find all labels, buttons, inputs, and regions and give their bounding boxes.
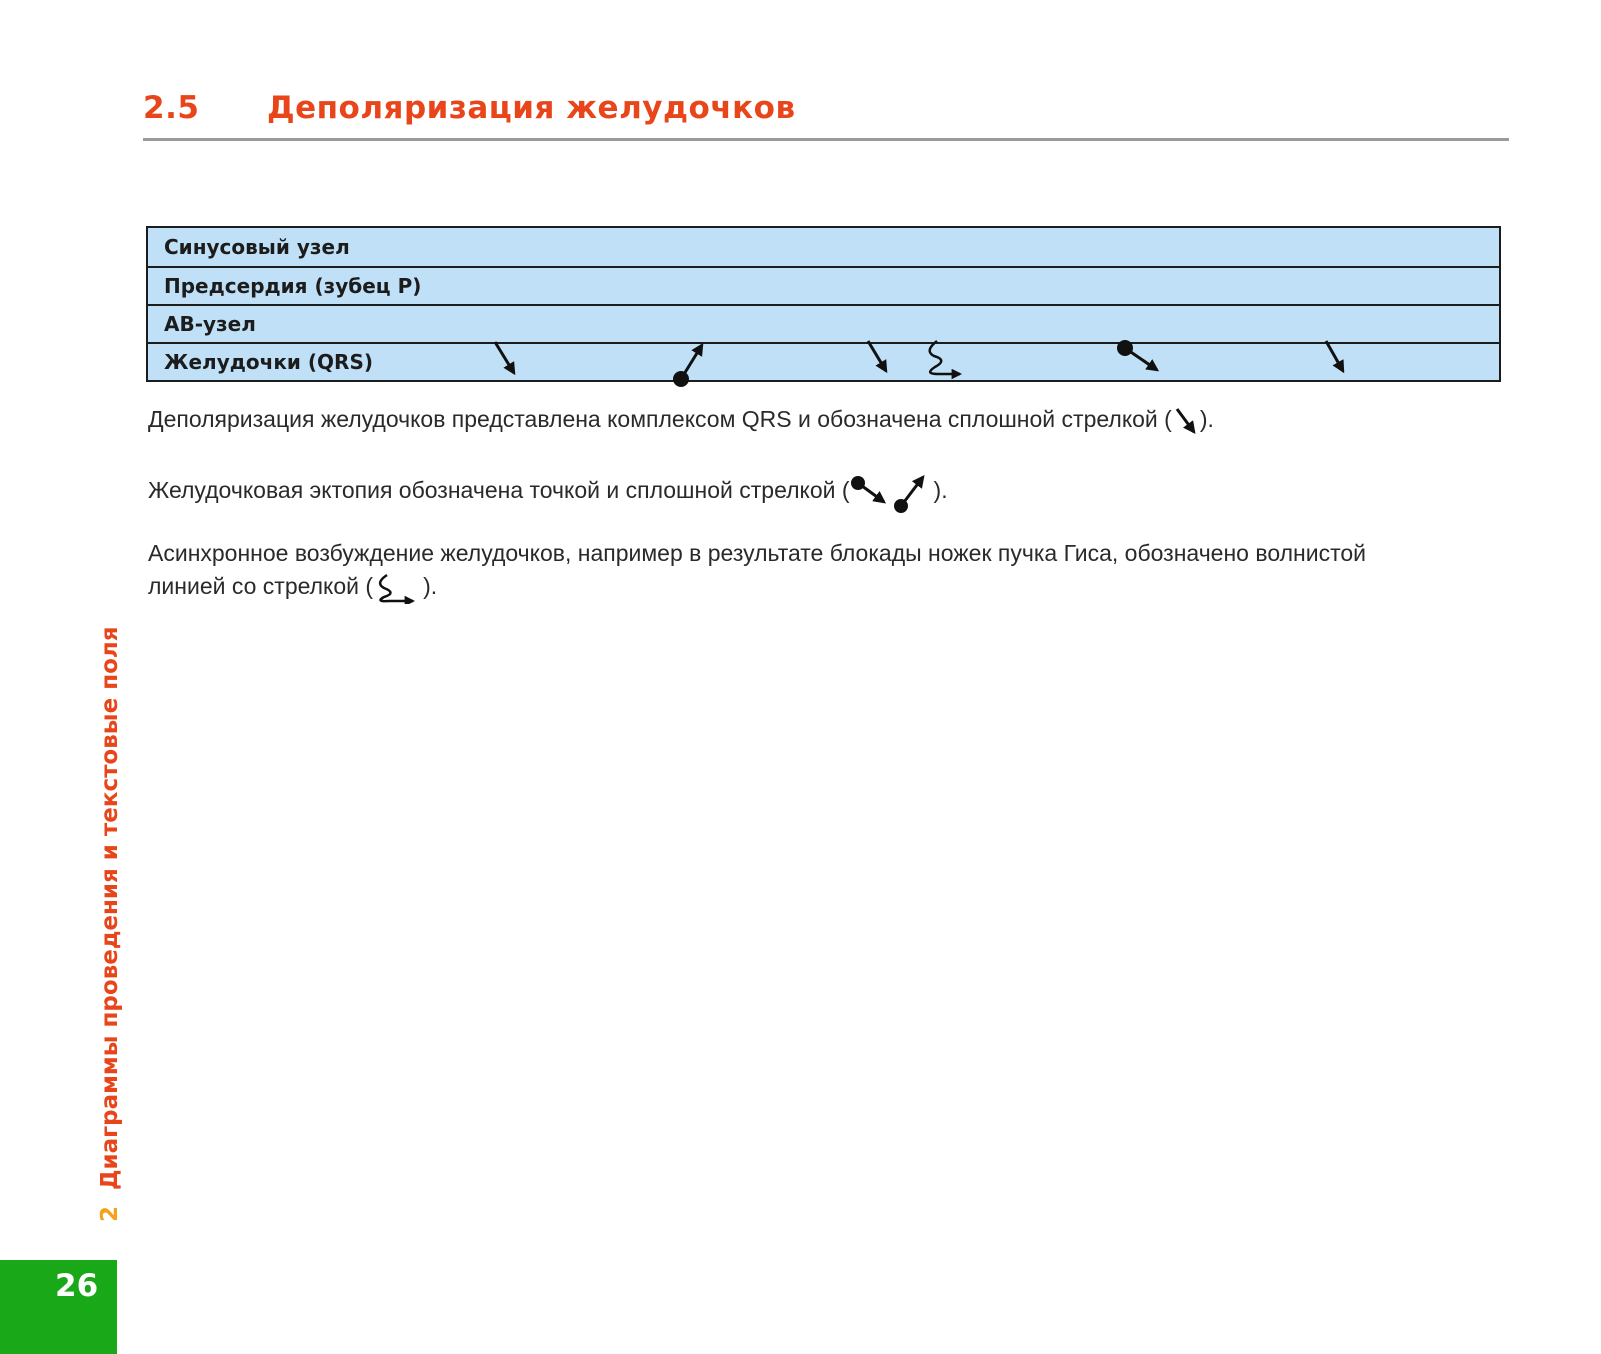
- arrow-down-right-icon: [495, 342, 514, 373]
- paragraph-text-end: ).: [1199, 406, 1214, 432]
- paragraph-text: Асинхронное возбуждение желудочков, например в результате блокады ножек пучка Гиса, обозначено волнистой линией со стрелкой (: [148, 540, 1366, 599]
- arrow-down-right-icon: [1326, 341, 1343, 371]
- ventricle-symbols: [148, 228, 1503, 398]
- ladder-row-label: Предсердия (зубец P): [164, 274, 422, 298]
- chapter-title: Диаграммы проведения и текстовые поля: [97, 626, 123, 1190]
- wavy-arrow-icon: [373, 572, 423, 604]
- arrow-down-right-icon: [868, 341, 886, 371]
- wavy-arrow-icon: [930, 341, 960, 374]
- section-number: 2.5: [143, 90, 200, 126]
- header-rule: [143, 138, 1509, 141]
- paragraph-text: Желудочковая эктопия обозначена точкой и сплошной стрелкой (: [148, 477, 850, 504]
- ladder-diagram: [146, 226, 1501, 382]
- dot-arrow-down-right-icon: [1117, 340, 1157, 370]
- ladder-row-label: АВ-узел: [164, 312, 256, 336]
- page-number: 26: [55, 1268, 99, 1304]
- section-header: [143, 90, 1509, 142]
- chapter-label: [97, 626, 123, 1222]
- dot-arrow-down-right-icon: [850, 475, 892, 509]
- paragraph-depolarization: [148, 403, 1214, 436]
- dot-arrow-up-right-icon: [673, 345, 702, 387]
- dot-arrow-up-right-icon: [892, 470, 934, 514]
- chapter-number: 2: [97, 1205, 123, 1222]
- paragraph-asynchronous: [148, 537, 1448, 604]
- paragraph-text-end: ).: [423, 573, 438, 599]
- ladder-row-label: Желудочки (QRS): [164, 350, 373, 374]
- arrow-down-right-icon: [1172, 406, 1200, 436]
- ladder-row-label: Синусовый узел: [164, 235, 350, 259]
- paragraph-text: Деполяризация желудочков представлена комплексом QRS и обозначена сплошной стрелкой (: [148, 406, 1172, 432]
- page-number-tab: [0, 1260, 117, 1354]
- paragraph-ectopy: [148, 470, 948, 514]
- section-title: Деполяризация желудочков: [267, 90, 796, 126]
- paragraph-text-end: ).: [933, 477, 948, 504]
